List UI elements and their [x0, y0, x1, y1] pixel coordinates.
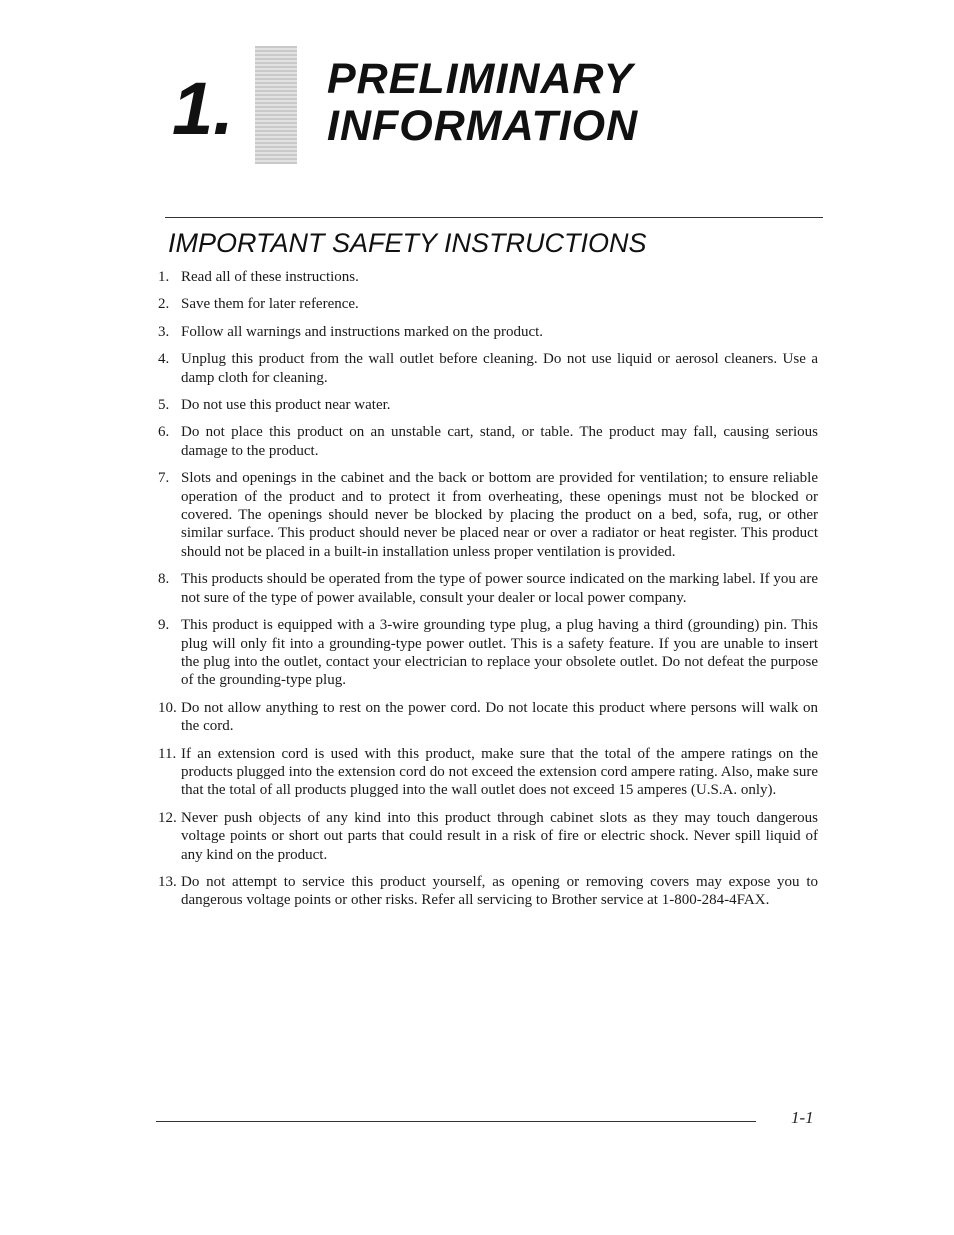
- item-number: 12.: [158, 809, 177, 826]
- item-text: Slots and openings in the cabinet and the back or bottom are provided for ventilation; to ensure reliable operation of the product and to protect it from overheating, these openings must not be blocked or covered. The openings should never be blocked by placing the product on a bed, sofa, rug, or other similar surface. This product should never be placed near or over a radiator or heat register. This product should not be placed in a built-in installation unless proper ventilation is provided.: [181, 470, 818, 560]
- item-number: 10.: [158, 699, 177, 716]
- list-item: [158, 873, 818, 910]
- item-text: Save them for later reference.: [181, 296, 359, 313]
- list-item: [158, 699, 818, 736]
- list-item: [158, 469, 818, 561]
- item-number: 13.: [158, 873, 177, 890]
- section-title: IMPORTANT SAFETY INSTRUCTIONS: [168, 228, 647, 258]
- footer-divider: [156, 1121, 756, 1122]
- item-number: 1.: [158, 269, 170, 285]
- item-number: 4.: [158, 351, 170, 368]
- section-divider: [165, 217, 823, 218]
- item-text: Unplug this product from the wall outlet before cleaning. Do not use liquid or aerosol cleaners. Use a damp cloth for cleaning.: [181, 351, 818, 386]
- item-text: This product is equipped with a 3-wire grounding type plug, a plug having a third (grounding) pin. This plug will only fit into a grounding-type power outlet. This is a safety feature. If you are unable to insert the plug into the outlet, contact your electrician to replace your obsolete outlet. Do not defeat the purpose of the grounding-type plug.: [181, 617, 818, 689]
- item-number: 9.: [158, 617, 170, 634]
- item-text: Do not allow anything to rest on the power cord. Do not locate this product where persons will walk on the cord.: [181, 699, 818, 735]
- list-item: [158, 350, 818, 387]
- item-number: 6.: [158, 424, 170, 441]
- item-number: 2.: [158, 296, 170, 313]
- list-item: [158, 396, 818, 414]
- list-item: [158, 745, 818, 800]
- list-item: [158, 323, 818, 341]
- item-number: 11.: [158, 745, 177, 762]
- item-number: 7.: [158, 470, 170, 487]
- list-item: [158, 616, 818, 690]
- item-number: 3.: [158, 323, 170, 340]
- item-text: If an extension cord is used with this product, make sure that the total of the ampere ratings on the products plugged into the extension cord do not exceed the extension cord ampere rating. Also, make sure that the total of all products plugged into the wall outlet does not exceed 15 amperes (U.S.A. only).: [181, 745, 818, 799]
- chapter-title-line-1: PRELIMINARY: [327, 55, 634, 103]
- item-number: 5.: [158, 397, 170, 414]
- item-text: Do not place this product on an unstable cart, stand, or table. The product may fall, causing serious damage to the product.: [181, 424, 818, 459]
- item-number: 8.: [158, 571, 170, 588]
- item-text: Do not attempt to service this product yourself, as opening or removing covers may expose you to dangerous voltage points or other risks. Refer all servicing to Brother service at 1-800-284-4FAX.: [181, 873, 818, 909]
- chapter-title-line-2: INFORMATION: [327, 102, 639, 150]
- item-text: Never push objects of any kind into this product through cabinet slots as they may touch dangerous voltage points or short out parts that could result in a risk of fire or electric shock. Never spill liquid of any kind on the product.: [181, 809, 818, 863]
- safety-instructions-list: [158, 268, 818, 919]
- chapter-title: [327, 56, 638, 150]
- item-text: This products should be operated from the type of power source indicated on the marking label. If you are not sure of the type of power available, consult your dealer or local power company.: [181, 571, 818, 606]
- list-item: [158, 295, 818, 313]
- list-item: [158, 268, 818, 286]
- item-text: Read all of these instructions.: [181, 269, 359, 285]
- item-text: Follow all warnings and instructions marked on the product.: [181, 323, 544, 340]
- chapter-number: 1.: [172, 67, 234, 150]
- decorative-shaded-bar: [255, 46, 297, 164]
- list-item: [158, 809, 818, 864]
- page-number: 1-1: [791, 1108, 814, 1127]
- list-item: [158, 570, 818, 607]
- item-text: Do not use this product near water.: [181, 397, 391, 414]
- list-item: [158, 423, 818, 460]
